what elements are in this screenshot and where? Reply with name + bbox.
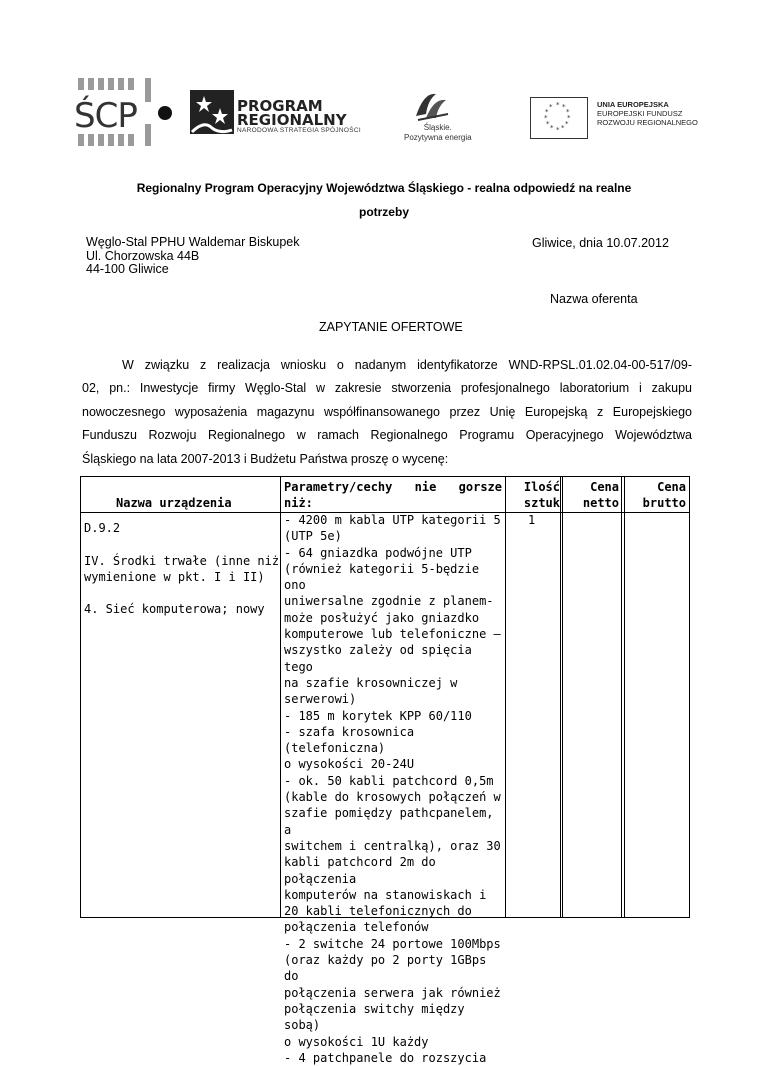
wave-icon [412,86,452,122]
offer-table [80,476,690,1065]
header-net [564,479,619,512]
param-line: na szafie krosowniczej w [284,675,458,690]
scp-logo-text: ŚCP [74,96,137,136]
header-qty [506,479,560,512]
header-line-2: potrzeby [358,205,409,219]
header-name: Nazwa urządzenia [116,496,232,510]
param-line: wszystko zależy od spięcia tego [284,643,472,674]
sender-address [86,236,300,277]
eu-stars-icon [531,98,587,138]
header-line-1: Regionalny Program Operacyjny Województwa Śląskiego - realna odpowiedź na realne [136,181,632,195]
slaskie-emblem [412,86,452,122]
name-line [84,536,280,552]
param-line: komputerowe lub telefoniczne – [284,627,501,642]
sender-street: Ul. Chorzowska 44B [86,248,200,263]
header-params-line-2: niż: [284,496,313,511]
svg-text:*: * [556,126,560,134]
document-header [60,176,708,224]
name-line [84,585,280,601]
svg-text:*: * [549,103,553,111]
program-subtitle: NARODOWA STRATEGIA SPÓJNOŚCI [237,127,361,134]
oferent-label: Nazwa oferenta [550,292,638,306]
document-date: Gliwice, dnia 10.07.2012 [532,236,669,250]
param-line: 20 kabli telefonicznych do [284,904,472,919]
header-qty-line-2: sztuk [523,496,560,511]
param-line: połączenia telefonów [284,920,429,935]
param-line: (również kategorii 5-będzie ono [284,561,480,593]
row-name-cell [84,520,280,618]
header-params-line-1: Parametry/cechy nie gorsze [284,480,502,494]
svg-text:*: * [550,124,554,132]
header-params [284,479,502,512]
param-line: - 185 m korytek KPP 60/110 [284,708,472,723]
eu-line-3: ROZWOJU REGIONALNEGO [597,118,698,127]
eu-flag [530,97,588,139]
param-line: serwerowi) [284,692,357,707]
program-regionalny-emblem [190,90,234,134]
param-line: (UTP 5e) [284,529,342,544]
row-gross-cell[interactable] [625,513,688,916]
svg-text:*: * [556,101,560,109]
row-params-cell [284,512,504,1066]
header-net-line-2: netto [582,496,619,511]
param-line: - 64 gniazdka podwójne UTP [284,545,472,560]
name-line: wymienione w pkt. I i II) [84,569,265,584]
svg-text:*: * [561,124,565,132]
param-line: szafie pomiędzy pathcpanelem, a [284,806,494,837]
param-line: - 4200 m kabla UTP kategorii 5 [284,513,501,527]
svg-text:*: * [544,114,548,122]
header-gross [626,479,686,512]
slaskie-line: Śląskie. [423,123,452,132]
param-line: może posłużyć jako gniazdko [284,610,480,625]
star-emblem-icon [190,90,234,134]
body-line: 02, pn.: Inwestycje firmy Węglo-Stal w zakresie stworzenia profesjonalnego laboratorium i zakupu [82,381,692,396]
row-net-cell[interactable] [563,513,620,916]
body-paragraph [82,354,692,471]
document-title: ZAPYTANIE OFERTOWE [319,320,463,334]
param-line: o wysokości 1U każdy [284,1034,429,1049]
svg-text:*: * [562,103,566,111]
svg-text:*: * [545,108,549,116]
header-qty-line-1: Ilość [523,480,560,494]
param-line: - 4 patchpanele do rozszycia [284,1050,487,1065]
program-line: PROGRAM [237,97,323,115]
slaskie-text [404,123,472,143]
svg-text:*: * [566,108,570,116]
eu-line-2: EUROPEJSKI FUNDUSZ [597,109,683,118]
param-line: o wysokości 20-24U [284,757,415,772]
eu-line-1: UNIA EUROPEJSKA [597,100,669,109]
param-line: połączenia serwera jak również [284,985,501,1000]
body-line: Śląskiego na lata 2007-2013 i Budżetu Państwa proszę o wycenę: [82,451,449,466]
param-line: połączenia switchy między sobą) [284,1001,465,1033]
param-line: - ok. 50 kabli patchcord 0,5m [284,773,494,788]
row-qty-cell: 1 [528,513,536,527]
regionalny-line: REGIONALNY [237,111,347,129]
eu-text [597,100,698,127]
body-line: Funduszu Rozwoju Regionalnego w ramach Regionalnego Programu Operacyjnego Województwa [82,428,692,443]
name-line: D.9.2 [84,521,121,535]
param-line: kabli patchcord 2m do połączenia [284,855,436,886]
body-line: W związku z realizacja wniosku o nadanym identyfikatorze WND-RPSL.01.02.04-00-517/09- [122,358,692,372]
svg-text:*: * [565,120,569,128]
sender-name: Węglo-Stal PPHU Waldemar Biskupek [86,235,300,249]
svg-text:*: * [546,120,550,128]
param-line: komputerów na stanowiskach i [284,887,487,902]
param-line: (kable do krosowych połączeń w [284,790,501,805]
sender-city: 44-100 Gliwice [86,262,169,276]
svg-text:*: * [567,114,571,122]
param-line: uniwersalne zgodnie z planem- [284,594,494,609]
pozytywna-energia-line: Pozytywna energia [404,133,472,142]
param-line: switchem i centralką), oraz 30 [284,838,501,853]
param-line: - szafa krosownica (telefoniczna) [284,724,415,756]
header-gross-line-1: Cena [657,480,686,494]
body-line: nowoczesnego wyposażenia magazynu współfinansowanego przez Unię Europejską z Europejskiego [82,404,692,419]
param-line: - 2 switche 24 portowe 100Mbps [284,936,501,951]
header-gross-line-2: brutto [642,496,686,511]
program-regionalny-text [237,99,347,127]
param-line: (oraz każdy po 2 porty 1GBps do [284,953,487,984]
header-net-line-1: Cena [590,480,619,494]
name-line: 4. Sieć komputerowa; nowy [84,602,265,617]
name-line: IV. Środki trwałe (inne niż [84,553,280,568]
